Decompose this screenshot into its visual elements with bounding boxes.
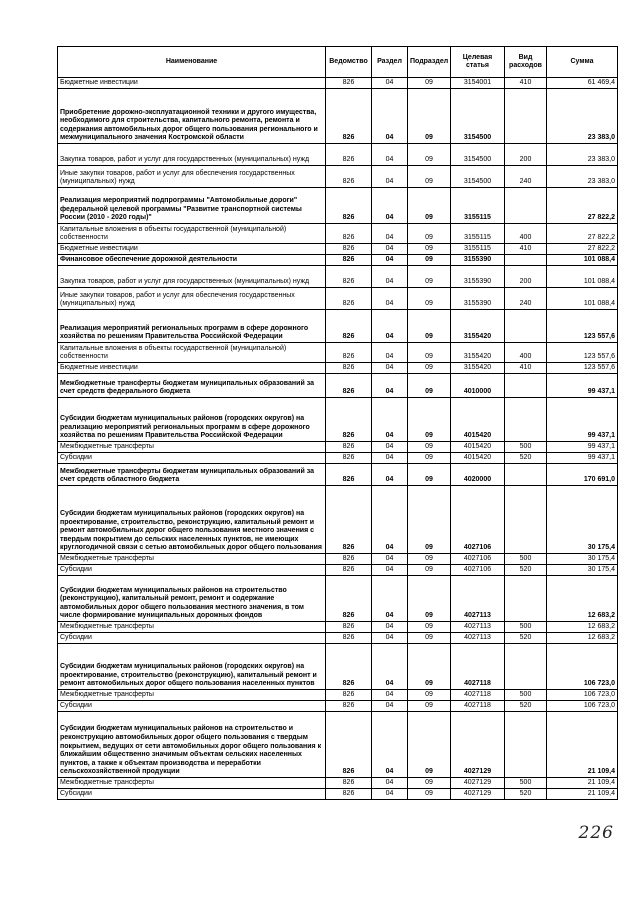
table-row [58,464,618,486]
table-row [58,398,618,442]
cell-name: Субсидии [58,789,326,800]
table-row [58,633,618,644]
cell-dept: 826 [326,288,372,310]
cell-section: 04 [372,310,408,343]
cell-article: 4027129 [451,712,505,778]
cell-dept: 826 [326,442,372,453]
cell-section: 04 [372,778,408,789]
cell-subsection: 09 [408,712,451,778]
cell-name: Субсидии бюджетам муниципальных районов на строительство и реконструкцию автомобильных дорог общего пользования с твердым покрытием, ведущих от сети автомобильных дорог общего пользования к ближайшим общественно значимым объектам сельских населенных пунктов, а также к объектам производства и переработки сельскохозяйственной продукции [58,712,326,778]
cell-article: 3154001 [451,78,505,89]
table-row [58,166,618,188]
cell-kind [505,89,547,144]
cell-dept: 826 [326,644,372,690]
cell-name: Иные закупки товаров, работ и услуг для обеспечения государственных (муниципальных) нужд [58,166,326,188]
table-row [58,576,618,622]
page-number: 226 [578,823,614,843]
cell-subsection: 09 [408,78,451,89]
cell-kind: 240 [505,166,547,188]
cell-kind [505,712,547,778]
cell-subsection: 09 [408,453,451,464]
cell-article: 3155420 [451,343,505,363]
cell-sum: 27 822,2 [547,188,618,224]
cell-kind [505,464,547,486]
cell-section: 04 [372,633,408,644]
cell-subsection: 09 [408,374,451,398]
header-article: Целевая статья [451,47,505,78]
cell-name: Иные закупки товаров, работ и услуг для обеспечения государственных (муниципальных) нужд [58,288,326,310]
cell-kind: 200 [505,266,547,288]
cell-kind: 410 [505,78,547,89]
cell-sum: 12 683,2 [547,622,618,633]
cell-name: Межбюджетные трансферты [58,622,326,633]
cell-article: 3154500 [451,89,505,144]
cell-name: Субсидии бюджетам муниципальных районов (городских округов) на проектирование, строительство (реконструкцию), капитальный ремонт и ремонт автомобильных дорог общего пользования населенных пунктов [58,644,326,690]
cell-article: 3155115 [451,188,505,224]
table-row [58,565,618,576]
table-row [58,224,618,244]
cell-dept: 826 [326,266,372,288]
cell-subsection: 09 [408,789,451,800]
cell-article: 4027118 [451,690,505,701]
table-row [58,310,618,343]
cell-name: Межбюджетные трансферты [58,442,326,453]
cell-name: Межбюджетные трансферты [58,554,326,565]
cell-name: Финансовое обеспечение дорожной деятельности [58,255,326,266]
cell-sum: 123 557,6 [547,343,618,363]
cell-dept: 826 [326,166,372,188]
cell-kind: 520 [505,789,547,800]
cell-sum: 99 437,1 [547,374,618,398]
cell-subsection: 09 [408,343,451,363]
cell-sum: 21 109,4 [547,712,618,778]
cell-name: Межбюджетные трансферты бюджетам муниципальных образований за счет средств федерального бюджета [58,374,326,398]
cell-dept: 826 [326,224,372,244]
cell-subsection: 09 [408,266,451,288]
cell-name: Субсидии [58,701,326,712]
cell-subsection: 09 [408,554,451,565]
cell-name: Бюджетные инвестиции [58,244,326,255]
cell-subsection: 09 [408,398,451,442]
cell-name: Субсидии бюджетам муниципальных районов (городских округов) на реализацию мероприятий региональных программ в сфере дорожного хозяйства по решениям Правительства Российской Федерации [58,398,326,442]
cell-subsection: 09 [408,622,451,633]
cell-section: 04 [372,188,408,224]
header-section: Раздел [372,47,408,78]
cell-article: 4027118 [451,644,505,690]
cell-article: 4010000 [451,374,505,398]
cell-subsection: 09 [408,464,451,486]
cell-sum: 21 109,4 [547,789,618,800]
cell-kind: 520 [505,565,547,576]
table-header-row [58,47,618,78]
cell-article: 4027129 [451,789,505,800]
cell-section: 04 [372,244,408,255]
cell-sum: 21 109,4 [547,778,618,789]
table-row [58,486,618,554]
cell-subsection: 09 [408,633,451,644]
cell-subsection: 09 [408,486,451,554]
cell-article: 3155390 [451,288,505,310]
table-row [58,622,618,633]
cell-subsection: 09 [408,89,451,144]
cell-article: 3155115 [451,224,505,244]
cell-dept: 826 [326,486,372,554]
cell-article: 4027106 [451,486,505,554]
cell-section: 04 [372,255,408,266]
cell-sum: 123 557,6 [547,363,618,374]
cell-article: 4027129 [451,778,505,789]
cell-section: 04 [372,464,408,486]
cell-kind: 500 [505,690,547,701]
cell-section: 04 [372,144,408,166]
cell-sum: 99 437,1 [547,453,618,464]
cell-dept: 826 [326,89,372,144]
cell-section: 04 [372,690,408,701]
cell-name: Субсидии бюджетам муниципальных районов на строительство (реконструкцию), капитальный ремонт, ремонт и содержание автомобильных дорог общего пользования местного значения, в том числе формирование муниципальных дорожных фондов [58,576,326,622]
cell-subsection: 09 [408,310,451,343]
cell-sum: 123 557,6 [547,310,618,343]
table-row [58,363,618,374]
cell-sum: 30 175,4 [547,554,618,565]
cell-kind: 520 [505,453,547,464]
cell-kind: 520 [505,701,547,712]
cell-name: Реализация мероприятий региональных программ в сфере дорожного хозяйства по решениям Правительства Российской Федерации [58,310,326,343]
table-row [58,89,618,144]
cell-section: 04 [372,374,408,398]
cell-kind: 200 [505,144,547,166]
cell-subsection: 09 [408,778,451,789]
cell-section: 04 [372,554,408,565]
cell-sum: 12 683,2 [547,576,618,622]
cell-subsection: 09 [408,701,451,712]
cell-subsection: 09 [408,690,451,701]
cell-section: 04 [372,453,408,464]
cell-dept: 826 [326,712,372,778]
cell-article: 4027113 [451,622,505,633]
cell-article: 4027118 [451,701,505,712]
cell-dept: 826 [326,310,372,343]
cell-subsection: 09 [408,363,451,374]
cell-sum: 27 822,2 [547,244,618,255]
cell-name: Капитальные вложения в объекты государственной (муниципальной) собственности [58,343,326,363]
table-row [58,188,618,224]
cell-kind [505,255,547,266]
header-subsection: Подраздел [408,47,451,78]
cell-section: 04 [372,565,408,576]
cell-section: 04 [372,486,408,554]
table-row [58,789,618,800]
cell-kind: 400 [505,224,547,244]
cell-section: 04 [372,224,408,244]
cell-name: Межбюджетные трансферты [58,690,326,701]
cell-dept: 826 [326,554,372,565]
cell-article: 3155390 [451,266,505,288]
cell-sum: 99 437,1 [547,442,618,453]
cell-sum: 23 383,0 [547,89,618,144]
cell-sum: 99 437,1 [547,398,618,442]
cell-article: 4015420 [451,453,505,464]
cell-name: Субсидии [58,633,326,644]
cell-subsection: 09 [408,288,451,310]
table-row [58,712,618,778]
table-row [58,778,618,789]
cell-subsection: 09 [408,644,451,690]
table-row [58,554,618,565]
cell-dept: 826 [326,453,372,464]
cell-subsection: 09 [408,244,451,255]
cell-dept: 826 [326,398,372,442]
cell-article: 3155420 [451,310,505,343]
table-row [58,144,618,166]
cell-kind: 410 [505,244,547,255]
cell-section: 04 [372,712,408,778]
cell-dept: 826 [326,565,372,576]
cell-kind [505,644,547,690]
cell-section: 04 [372,288,408,310]
table-row [58,374,618,398]
header-dept: Ведомство [326,47,372,78]
table-row [58,690,618,701]
table-row [58,644,618,690]
cell-article: 4027106 [451,554,505,565]
cell-sum: 106 723,0 [547,690,618,701]
cell-kind [505,374,547,398]
cell-subsection: 09 [408,576,451,622]
cell-kind: 500 [505,778,547,789]
cell-name: Субсидии бюджетам муниципальных районов (городских округов) на проектирование, строительство, реконструкцию, капитальный ремонт и ремонт автомобильных дорог общего пользования местного значения с твердым покрытием до сельских населенных пунктов, не имеющих круглогодичной связи с сетью автомобильных дорог общего пользования [58,486,326,554]
header-kind: Вид расходов [505,47,547,78]
table-row [58,255,618,266]
cell-kind [505,576,547,622]
cell-section: 04 [372,363,408,374]
cell-sum: 101 088,4 [547,266,618,288]
cell-kind [505,188,547,224]
cell-name: Реализация мероприятий подпрограммы "Автомобильные дороги" федеральной целевой программы "Развитие транспортной системы России (2010 - 2020 годы)" [58,188,326,224]
cell-kind [505,486,547,554]
cell-section: 04 [372,89,408,144]
cell-dept: 826 [326,343,372,363]
cell-dept: 826 [326,244,372,255]
cell-section: 04 [372,644,408,690]
cell-kind: 500 [505,442,547,453]
cell-dept: 826 [326,188,372,224]
cell-kind: 500 [505,554,547,565]
cell-kind [505,310,547,343]
cell-sum: 106 723,0 [547,644,618,690]
cell-dept: 826 [326,633,372,644]
header-name: Наименование [58,47,326,78]
cell-sum: 101 088,4 [547,288,618,310]
cell-subsection: 09 [408,188,451,224]
cell-kind: 240 [505,288,547,310]
cell-sum: 170 691,0 [547,464,618,486]
cell-sum: 101 088,4 [547,255,618,266]
cell-article: 3155390 [451,255,505,266]
cell-subsection: 09 [408,442,451,453]
cell-dept: 826 [326,464,372,486]
cell-subsection: 09 [408,565,451,576]
cell-article: 4027113 [451,633,505,644]
cell-dept: 826 [326,363,372,374]
table-row [58,442,618,453]
cell-section: 04 [372,622,408,633]
table-row [58,244,618,255]
cell-dept: 826 [326,778,372,789]
cell-name: Бюджетные инвестиции [58,78,326,89]
cell-article: 4015420 [451,442,505,453]
cell-kind: 410 [505,363,547,374]
cell-article: 4015420 [451,398,505,442]
cell-name: Межбюджетные трансферты бюджетам муниципальных образований за счет средств областного бюджета [58,464,326,486]
cell-sum: 30 175,4 [547,565,618,576]
table-row [58,343,618,363]
table-body [58,78,618,800]
cell-kind: 400 [505,343,547,363]
table-row [58,78,618,89]
cell-section: 04 [372,398,408,442]
cell-name: Бюджетные инвестиции [58,363,326,374]
cell-sum: 23 383,0 [547,144,618,166]
cell-sum: 23 383,0 [547,166,618,188]
cell-name: Межбюджетные трансферты [58,778,326,789]
table-row [58,288,618,310]
table-row [58,453,618,464]
header-sum: Сумма [547,47,618,78]
cell-dept: 826 [326,576,372,622]
cell-dept: 826 [326,144,372,166]
cell-article: 3155115 [451,244,505,255]
cell-section: 04 [372,266,408,288]
cell-sum: 30 175,4 [547,486,618,554]
cell-kind: 500 [505,622,547,633]
cell-article: 3154500 [451,166,505,188]
cell-sum: 106 723,0 [547,701,618,712]
cell-name: Капитальные вложения в объекты государственной (муниципальной) собственности [58,224,326,244]
cell-sum: 27 822,2 [547,224,618,244]
cell-section: 04 [372,343,408,363]
cell-article: 4020000 [451,464,505,486]
budget-table [57,46,618,800]
cell-section: 04 [372,78,408,89]
cell-kind [505,398,547,442]
table-row [58,266,618,288]
cell-article: 4027113 [451,576,505,622]
cell-name: Приобретение дорожно-эксплуатационной техники и другого имущества, необходимого для строительства, капитального ремонта, ремонта и содержания автомобильных дорог общего пользования регионального и межмуниципального значения Костромской области [58,89,326,144]
cell-article: 4027106 [451,565,505,576]
cell-section: 04 [372,789,408,800]
cell-dept: 826 [326,690,372,701]
cell-subsection: 09 [408,144,451,166]
cell-name: Закупка товаров, работ и услуг для государственных (муниципальных) нужд [58,266,326,288]
cell-name: Субсидии [58,453,326,464]
cell-dept: 826 [326,255,372,266]
cell-name: Закупка товаров, работ и услуг для государственных (муниципальных) нужд [58,144,326,166]
cell-dept: 826 [326,374,372,398]
cell-subsection: 09 [408,166,451,188]
cell-dept: 826 [326,622,372,633]
cell-dept: 826 [326,789,372,800]
cell-article: 3154500 [451,144,505,166]
cell-kind: 520 [505,633,547,644]
cell-section: 04 [372,576,408,622]
cell-dept: 826 [326,78,372,89]
cell-article: 3155420 [451,363,505,374]
cell-subsection: 09 [408,224,451,244]
cell-section: 04 [372,701,408,712]
cell-name: Субсидии [58,565,326,576]
table-row [58,701,618,712]
cell-dept: 826 [326,701,372,712]
cell-section: 04 [372,166,408,188]
cell-sum: 12 683,2 [547,633,618,644]
cell-section: 04 [372,442,408,453]
cell-subsection: 09 [408,255,451,266]
cell-sum: 61 469,4 [547,78,618,89]
